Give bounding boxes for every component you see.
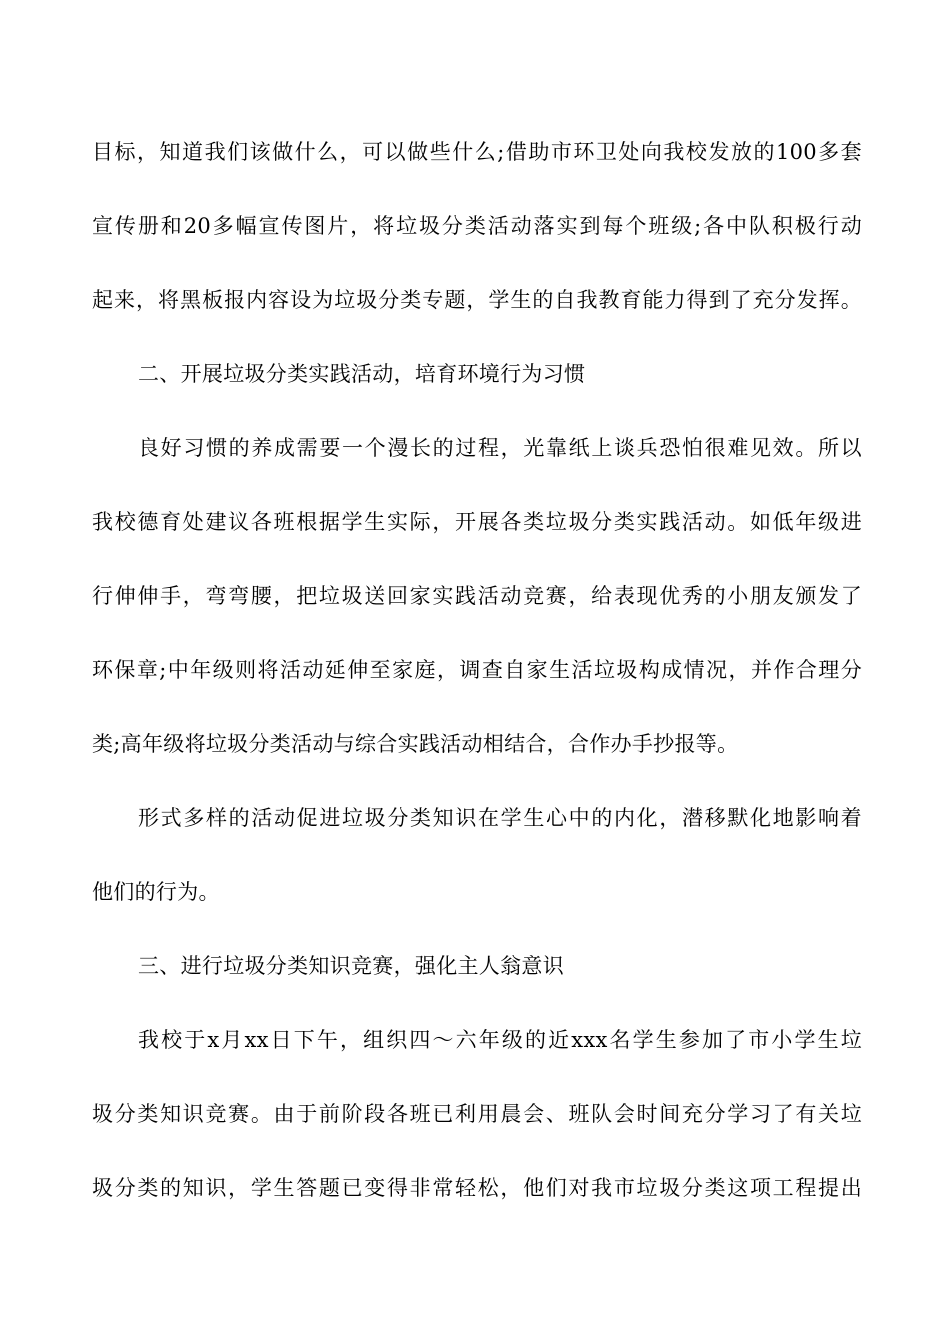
paragraph-line-10: 形式多样的活动促进垃圾分类知识在学生心中的内化，潜移默化地影响着 xyxy=(138,806,862,830)
paragraph-line-7: 行伸伸手，弯弯腰，把垃圾送回家实践活动竞赛，给表现优秀的小朋友颁发了 xyxy=(92,584,862,608)
paragraph-line-11: 他们的行为。 xyxy=(92,880,220,904)
paragraph-line-13: 我校于x月xx日下午，组织四～六年级的近xxx名学生参加了市小学生垃 xyxy=(138,1028,862,1052)
paragraph-line-1: 目标，知道我们该做什么，可以做些什么;借助市环卫处向我校发放的100多套 xyxy=(92,140,862,164)
paragraph-line-5: 良好习惯的养成需要一个漫长的过程，光靠纸上谈兵恐怕很难见效。所以 xyxy=(138,436,862,460)
paragraph-line-15: 圾分类的知识，学生答题已变得非常轻松，他们对我市垃圾分类这项工程提出 xyxy=(92,1176,862,1200)
section-heading-2: 二、开展垃圾分类实践活动，培育环境行为习惯 xyxy=(138,362,586,386)
section-heading-3: 三、进行垃圾分类知识竞赛，强化主人翁意识 xyxy=(138,954,564,978)
paragraph-line-14: 圾分类知识竞赛。由于前阶段各班已利用晨会、班队会时间充分学习了有关垃 xyxy=(92,1102,862,1126)
paragraph-line-8: 环保章;中年级则将活动延伸至家庭，调查自家生活垃圾构成情况，并作合理分 xyxy=(92,658,862,682)
paragraph-line-9: 类;高年级将垃圾分类活动与综合实践活动相结合，合作办手抄报等。 xyxy=(92,732,739,756)
paragraph-line-6: 我校德育处建议各班根据学生实际，开展各类垃圾分类实践活动。如低年级进 xyxy=(92,510,862,534)
paragraph-line-2: 宣传册和20多幅宣传图片，将垃圾分类活动落实到每个班级;各中队积极行动 xyxy=(92,214,862,238)
paragraph-line-3: 起来，将黑板报内容设为垃圾分类专题，学生的自我教育能力得到了充分发挥。 xyxy=(92,288,862,312)
